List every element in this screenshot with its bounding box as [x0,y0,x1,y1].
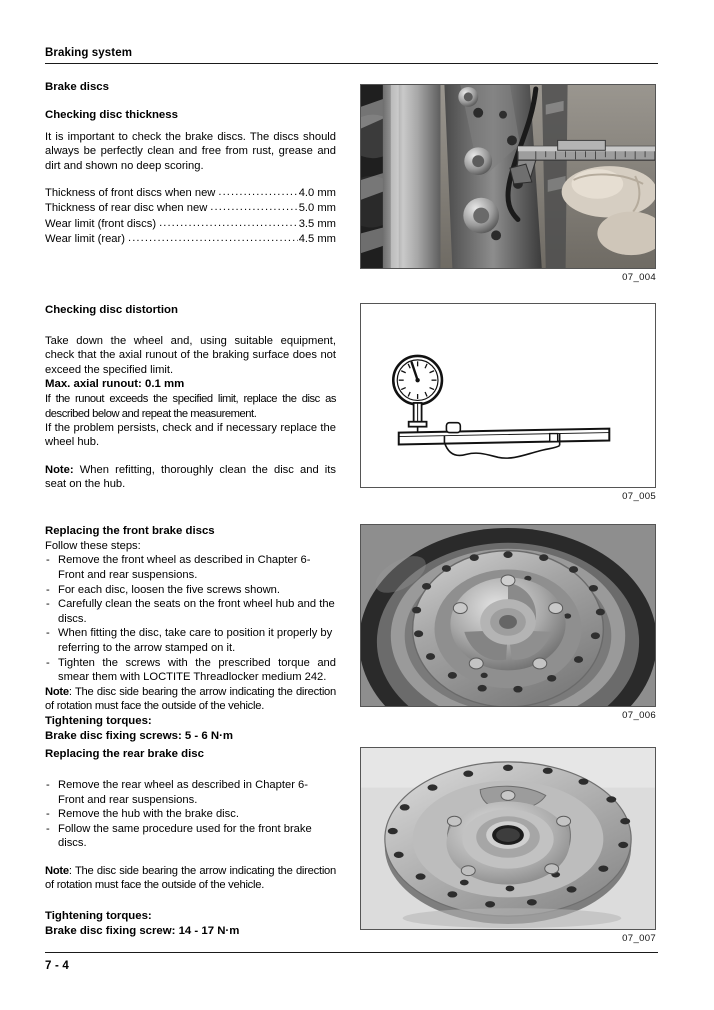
manual-page [45,0,658,1010]
figure-caption-07-004: 07_004 [622,272,656,283]
note-label: Note: [45,463,74,476]
heading-checking-thickness: Checking disc thickness [45,109,178,121]
intro-follow-steps: Follow these steps: [45,540,141,552]
list-item: - Carefully clean the seats on the front wheel hub and the discs. [45,597,336,626]
note-front [45,685,336,714]
drawing-dial-indicator-runout [361,304,655,487]
spec-value: 5.0 mm [298,202,336,215]
section-checking-distortion [45,303,336,492]
figure-caption-07-005: 07_005 [622,491,656,502]
photo-disc-thickness-measurement [361,85,655,268]
spec-label: Thickness of rear disc when new [45,202,208,215]
list-item: - Remove the rear wheel as described in Chapter 6- Front and rear suspensions. [45,778,336,807]
page-header [45,46,658,64]
figure-07-006 [360,524,658,721]
list-item: - Remove the hub with the brake disc. [45,807,336,822]
front-steps-list [45,553,336,684]
heading-checking-distortion: Checking disc distortion [45,304,178,316]
spec-value: 3.5 mm [298,217,336,230]
section-checking-thickness [45,80,336,247]
figure-image-07-005 [360,303,656,488]
header-divider [45,63,658,64]
footer-divider [45,952,658,953]
photo-front-wheel-brake-disc [361,525,655,706]
figure-07-005 [360,303,658,502]
figure-image-07-006 [360,524,656,707]
note-text: When refitting, thoroughly clean the disc and its seat on the hub. [45,463,336,491]
spec-value: 4.0 mm [298,187,336,200]
dot-leader [128,233,298,244]
list-item: - Remove the front wheel as described in Chapter 6- Front and rear suspensions. [45,553,336,582]
paragraph-runout-exceeds: If the runout exceeds the specified limit, replace the disc as described below and repeat the measurement. [45,393,336,420]
note-label: Note [45,685,69,698]
rear-steps-list [45,778,336,851]
torque-value-rear: Brake disc fixing screw: 14 - 17 N·m [45,924,240,937]
torque-value-front: Brake disc fixing screws: 5 - 6 N·m [45,729,234,742]
page-footer [45,952,658,972]
note-label: Note [45,864,69,877]
figure-image-07-004 [360,84,656,269]
spec-row [45,217,336,232]
list-item: - For each disc, loosen the five screws shown. [45,583,336,598]
header-title: Braking system [45,47,133,59]
list-item: - When fitting the disc, take care to position it properly by referring to the arrow stamped on it. [45,626,336,655]
heading-replacing-front: Replacing the front brake discs [45,525,215,537]
spec-label: Thickness of front discs when new [45,187,216,200]
figure-caption-07-006: 07_006 [622,710,656,721]
paragraph-distortion-intro: Take down the wheel and, using suitable equipment, check that the axial runout of the braking surface does not exceed the specified limit. [45,335,336,376]
note-rear [45,864,336,893]
dot-leader [218,187,297,198]
paragraph-problem-persists: If the problem persists, check and if necessary replace the wheel hub. [45,422,336,449]
paragraph-thickness-intro: It is important to check the brake discs. The discs should always be perfectly clean and free from rust, grease and dirt and shown no deep scoring. [45,131,336,172]
spec-row [45,186,336,201]
heading-brake-discs: Brake discs [45,81,109,93]
heading-tightening-torques-rear: Tightening torques: [45,909,152,922]
figure-07-004 [360,84,658,283]
section-replacing-front [45,524,336,744]
note-distortion [45,463,336,492]
spec-value: 4.5 mm [298,232,336,245]
photo-rear-brake-disc [361,748,655,929]
list-item: - Follow the same procedure used for the front brake discs. [45,822,336,851]
spec-label: Wear limit (front discs) [45,217,157,230]
figure-caption-07-007: 07_007 [622,933,656,944]
page-number: 7 - 4 [45,960,70,972]
figure-07-007 [360,747,658,944]
note-text: : The disc side bearing the arrow indicating the direction of rotation must face the outside of the vehicle. [45,685,336,713]
spec-row [45,201,336,216]
dot-leader [159,218,298,229]
dot-leader [210,202,297,213]
spec-row [45,232,336,247]
note-text: : The disc side bearing the arrow indicating the direction of rotation must face the outside of the vehicle. [45,864,336,892]
spec-max-axial-runout: Max. axial runout: 0.1 mm [45,378,185,391]
figure-image-07-007 [360,747,656,930]
heading-tightening-torques-front: Tightening torques: [45,714,152,727]
heading-replacing-rear: Replacing the rear brake disc [45,748,204,760]
spec-label: Wear limit (rear) [45,232,125,245]
section-replacing-rear [45,747,336,939]
list-item: - Tighten the screws with the prescribed torque and smear them with LOCTITE Threadlocker medium 242. [45,656,336,685]
